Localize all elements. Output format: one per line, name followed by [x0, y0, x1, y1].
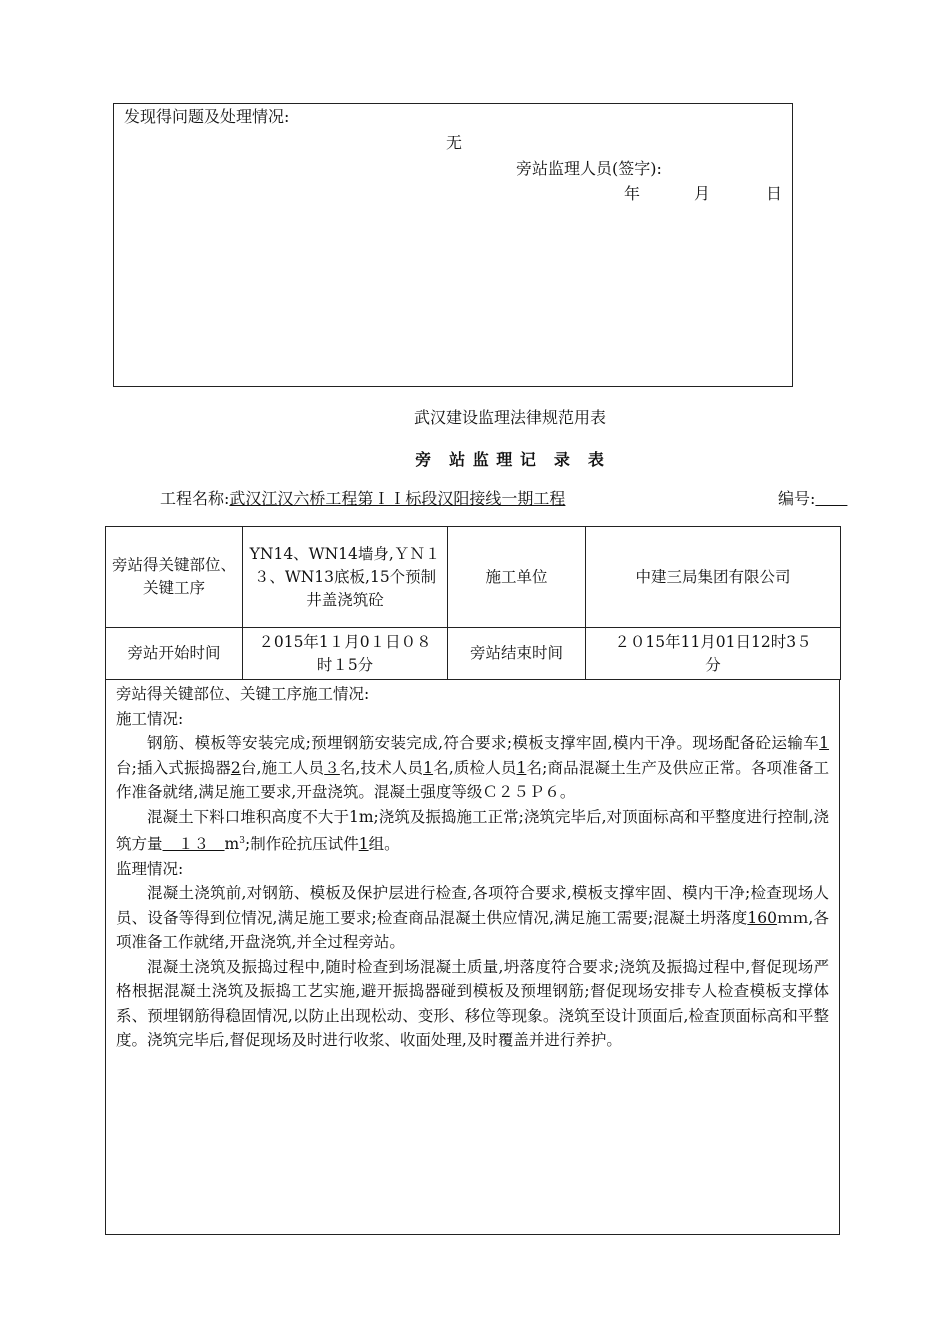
- contractor-label: 施工单位: [448, 527, 586, 628]
- date-year: 年: [624, 184, 641, 203]
- details-heading: 旁站得关键部位、关键工序施工情况:: [116, 685, 370, 703]
- number-label: 编号:: [778, 489, 816, 508]
- start-time-label: 旁站开始时间: [106, 628, 243, 680]
- construction-heading: 施工情况:: [116, 709, 184, 728]
- pour-volume: １３: [162, 835, 225, 854]
- text-span: 钢筋、模板等安装完成;预埋钢筋安装完成,符合要求;模板支撑牢固,模内干净。现场配备砼运输车: [147, 734, 820, 752]
- construction-paragraph-1: [116, 731, 829, 805]
- supervision-paragraph-1: [116, 881, 829, 955]
- number-value: [815, 489, 847, 508]
- supervision-paragraph-2: 混凝土浇筑及振捣过程中,随时检查到场混凝土质量,坍落度符合要求;浇筑及振捣过程中,督促现场严格根据混凝土浇筑及振捣工艺实施,避开振捣器碰到模板及预埋钢筋;督促现场安排专人检查模板支撑体系、预埋钢筋得稳固情况,以防止出现松动、变形、移位等现象。浇筑至设计顶面后,检查顶面标高和平整度。浇筑完毕后,督促现场及时进行收浆、收面处理,及时覆盖并进行养护。: [116, 957, 829, 1050]
- end-time-label: 旁站结束时间: [448, 628, 586, 680]
- project-line: [160, 488, 565, 510]
- vibrators-count: 2: [230, 758, 241, 777]
- issues-label: 发现得问题及处理情况:: [124, 107, 290, 126]
- key-part-label: 旁站得关键部位、关键工序: [106, 527, 243, 628]
- tech-count: 1: [423, 758, 434, 777]
- key-part-value: YN14、WN14墙身,ＹＮ１３、WN13底板,15个预制井盖浇筑砼: [243, 527, 448, 628]
- project-label: 工程名称:: [160, 489, 230, 508]
- start-time-value: ２015年1１月0１日０８ 时１5分: [243, 628, 448, 680]
- specimen-count: 1: [358, 835, 369, 854]
- supervision-heading: 监理情况:: [116, 859, 184, 878]
- construction-paragraph-2: [116, 805, 829, 857]
- workers-count: ３: [324, 758, 340, 777]
- text-span: 名;商品混凝土生产及供应正常。各项准备工作准备就绪,满足施工要求,开盘浇筑。混凝土强度等级Ｃ２５Ｐ６。: [116, 758, 829, 801]
- issues-value: 无: [446, 133, 463, 152]
- trucks-count: 1: [819, 734, 829, 752]
- slump-value: 160: [747, 908, 777, 927]
- end-time-value: ２０15年11月01日12时3５分: [586, 628, 841, 680]
- text-span: 名,技术人员: [339, 758, 424, 777]
- org-title: 武汉建设监理法律规范用表: [413, 408, 606, 427]
- text-span: 组。: [368, 835, 400, 854]
- volume-unit: m: [224, 835, 240, 854]
- signature-label: 旁站监理人员(签字):: [516, 159, 662, 178]
- form-title: 旁 站 监 理 记 录 表: [415, 450, 605, 469]
- text-span: ;制作砼抗压试件: [244, 835, 359, 854]
- date-month: 月: [694, 184, 711, 203]
- table-row: [106, 628, 841, 680]
- project-name: 武汉江汉六桥工程第ＩＩ标段汉阳接线一期工程: [229, 489, 566, 508]
- date-day: 日: [766, 184, 783, 203]
- qc-count: 1: [516, 758, 527, 777]
- text-span: ｍｍ,各项准备工作就绪,开盘浇筑,并全过程旁站。: [116, 908, 829, 952]
- text-span: 台,施工人员: [240, 758, 325, 777]
- text-span: 混凝土浇筑前,对钢筋、模板及保护层进行检查,各项符合要求,模板支撑牢固、模内干净;检查现场人员、设备等得到位情况,满足施工要求;检查商品混凝土供应情况,满足施工需要;混凝土坍落度: [116, 884, 829, 927]
- number-line: [778, 488, 847, 510]
- contractor-value: 中建三局集团有限公司: [586, 527, 841, 628]
- construction-details: [105, 679, 840, 1235]
- text-span: 混凝土下料口堆积高度不大于1m;浇筑及振捣施工正常;浇筑完毕后,对顶面标高和平整度进行控制,浇筑方量: [116, 807, 829, 854]
- record-table: [105, 526, 841, 680]
- text-span: 台;插入式振捣器: [116, 758, 231, 777]
- volume-unit-exponent: 3: [239, 836, 245, 846]
- table-row: [106, 527, 841, 628]
- text-span: 名,质检人员: [433, 758, 517, 777]
